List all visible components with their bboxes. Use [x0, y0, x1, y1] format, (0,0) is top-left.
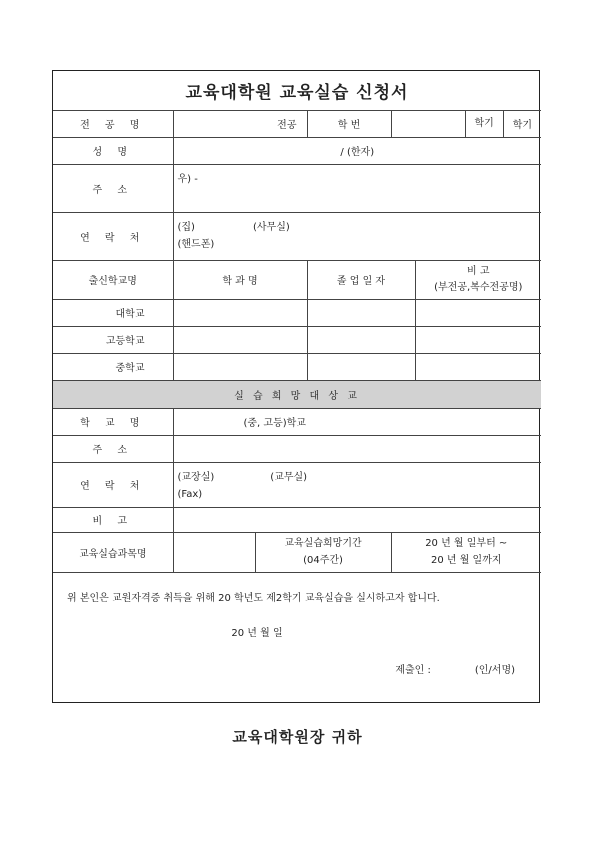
practice-remark-label: 비 고 — [53, 507, 173, 532]
practice-school-label: 학 교 명 — [53, 408, 173, 435]
mobile-phone-label: (핸드폰) — [177, 238, 215, 250]
practice-school-row — [53, 408, 541, 435]
practice-remark-field[interactable] — [173, 507, 541, 532]
address-field[interactable]: 우) - — [173, 164, 541, 212]
office-phone-label: (사무실) — [252, 221, 290, 233]
statement-date[interactable]: 20 년 월 일 — [231, 627, 283, 639]
staff-office-label: (교무실) — [270, 471, 308, 483]
practice-section-header: 실 습 희 망 대 상 교 — [53, 380, 541, 408]
school-row-label: 대학교 — [53, 299, 173, 326]
practice-address-row — [53, 435, 541, 462]
form-table — [53, 71, 541, 702]
course-label: 교육실습과목명 — [53, 532, 173, 572]
statement-cell — [53, 572, 541, 702]
practice-address-field[interactable] — [173, 435, 541, 462]
form-title: 교육대학원 교육실습 신청서 — [53, 71, 541, 110]
application-form — [52, 70, 540, 703]
contact-field[interactable] — [173, 212, 541, 260]
address-row — [53, 164, 541, 212]
period-label-cell — [255, 532, 391, 572]
contact-label: 연 락 처 — [53, 212, 173, 260]
remark-header — [415, 260, 541, 299]
remark-header-sub: (부전공,복수전공명) — [434, 281, 523, 293]
grad-date-field[interactable] — [307, 299, 415, 326]
major-field[interactable]: 전공 — [173, 110, 307, 137]
title-row — [53, 71, 541, 110]
statement-row — [53, 572, 541, 702]
principal-office-label: (교장실) — [177, 471, 215, 483]
home-phone-label: (집) — [177, 221, 195, 233]
school-row — [53, 299, 541, 326]
fax-label: (Fax) — [177, 488, 203, 500]
seal-label: (인/서명) — [474, 664, 516, 676]
school-row-label: 고등학교 — [53, 326, 173, 353]
practice-contact-row — [53, 462, 541, 507]
period-from: 20 년 월 일부터 ~ — [425, 538, 508, 549]
dept-field[interactable] — [173, 299, 307, 326]
grad-date-header: 졸 업 일 자 — [307, 260, 415, 299]
period-to: 20 년 월 일까지 — [430, 555, 502, 566]
course-field[interactable] — [173, 532, 255, 572]
practice-address-label: 주 소 — [53, 435, 173, 462]
school-row — [53, 326, 541, 353]
address-label: 주 소 — [53, 164, 173, 212]
remark-field[interactable] — [415, 353, 541, 380]
dept-header: 학 과 명 — [173, 260, 307, 299]
dept-field[interactable] — [173, 326, 307, 353]
practice-remark-row — [53, 507, 541, 532]
major-row — [53, 110, 541, 137]
applicant-line[interactable] — [67, 661, 527, 676]
student-id-field[interactable] — [391, 110, 465, 137]
name-field[interactable]: / (한자) — [173, 137, 541, 164]
contact-row — [53, 212, 541, 260]
period-sub: (04주간) — [303, 555, 343, 566]
term-field[interactable] — [465, 110, 541, 137]
applicant-label: 제출인 : — [395, 664, 431, 676]
remark-header-label: 비 고 — [467, 265, 490, 277]
school-row-label: 중학교 — [53, 353, 173, 380]
grad-date-field[interactable] — [307, 326, 415, 353]
addressee: 교육대학원장 귀하 — [232, 728, 363, 746]
name-label: 성 명 — [53, 137, 173, 164]
period-label: 교육실습희망기간 — [284, 538, 362, 549]
school-name-header: 출신학교명 — [53, 260, 173, 299]
school-row — [53, 353, 541, 380]
statement-text: 위 본인은 교원자격증 취득을 위해 20 학년도 제2학기 교육실습을 실시하고자 합니다. — [67, 592, 440, 604]
term-label-1: 학기 — [466, 111, 504, 137]
school-header-row — [53, 260, 541, 299]
remark-field[interactable] — [415, 299, 541, 326]
dept-field[interactable] — [173, 353, 307, 380]
period-field[interactable] — [391, 532, 541, 572]
course-row — [53, 532, 541, 572]
major-label: 전 공 명 — [53, 110, 173, 137]
remark-field[interactable] — [415, 326, 541, 353]
practice-band-row — [53, 380, 541, 408]
term-label-2: 학기 — [512, 120, 533, 131]
grad-date-field[interactable] — [307, 353, 415, 380]
name-row — [53, 137, 541, 164]
practice-contact-field[interactable] — [173, 462, 541, 507]
practice-school-field[interactable]: (중, 고등)학교 — [173, 408, 541, 435]
practice-contact-label: 연 락 처 — [53, 462, 173, 507]
student-id-label: 학 번 — [307, 110, 391, 137]
